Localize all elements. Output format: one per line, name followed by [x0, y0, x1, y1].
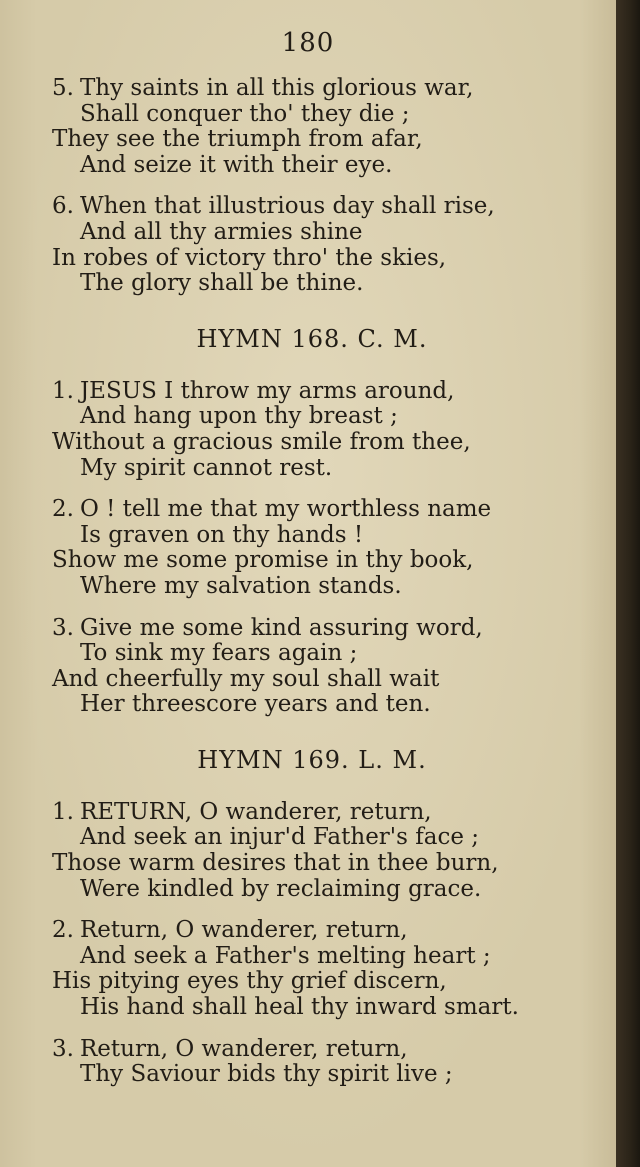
stanza-number: 6. [52, 193, 74, 220]
stanza-number: 1. [52, 377, 74, 404]
verse-text: His pitying eyes thy grief discern, [52, 968, 447, 995]
verse-text: To sink my fears again ; [80, 640, 358, 667]
verse-line [52, 523, 592, 549]
verse-line [52, 194, 592, 220]
verse-text: In robes of victory thro' the skies, [52, 244, 447, 271]
page-content [52, 76, 592, 1104]
verse-text: His hand shall heal thy inward smart. [80, 994, 519, 1021]
stanza-number: 5. [52, 75, 74, 101]
verse-text: Were kindled by reclaiming grace. [80, 875, 482, 902]
verse-line [52, 574, 592, 600]
verse-text: Return, O wanderer, return, [79, 1035, 408, 1062]
hymn-title: HYMN 168. C. M. [196, 324, 428, 353]
stanza-number: 3. [52, 1035, 74, 1062]
verse-line [52, 220, 592, 246]
stanza [52, 76, 592, 178]
verse-text: O ! tell me that my worthless name [79, 496, 492, 523]
stanza [52, 800, 592, 902]
verse-line [52, 969, 592, 995]
verse-line [52, 102, 592, 128]
verse-line [52, 877, 592, 903]
verse-text: And cheerfully my soul shall wait [52, 665, 440, 692]
verse-line [52, 944, 592, 970]
verse-text: Return, O wanderer, return, [79, 917, 408, 944]
verse-text: When that illustrious day shall rise, [79, 193, 495, 220]
stanza [52, 918, 592, 1020]
verse-line [52, 127, 592, 153]
verse-text: Give me some kind assuring word, [79, 614, 483, 641]
stanza [52, 497, 592, 599]
verse-text: RETURN, O wanderer, return, [79, 798, 432, 825]
stanza [52, 1037, 592, 1088]
verse-text: Thy Saviour bids thy spirit live ; [80, 1061, 453, 1088]
stanza [52, 379, 592, 481]
hymn-title: HYMN 169. L. M. [197, 745, 427, 774]
stanza-number: 2. [52, 496, 74, 523]
verse-line [52, 1037, 592, 1063]
verse-text: They see the triumph from afar, [52, 126, 423, 153]
verse-text: Shall conquer tho' they die ; [80, 100, 410, 127]
verse-text: And seize it with their eye. [80, 151, 393, 178]
verse-text: Without a gracious smile from thee, [52, 428, 471, 455]
verse-line [52, 851, 592, 877]
verse-line [52, 379, 592, 405]
verse-text: Her threescore years and ten. [80, 691, 431, 718]
verse-line [52, 76, 592, 102]
verse-line [52, 548, 592, 574]
verse-text: Is graven on thy hands ! [80, 521, 364, 548]
verse-line [52, 271, 592, 297]
verse-line [52, 246, 592, 272]
verse-line [52, 497, 592, 523]
verse-line [52, 918, 592, 944]
stanza-number: 2. [52, 917, 74, 944]
page-number: 180 [281, 28, 335, 58]
verse-text: And hang upon thy breast ; [80, 403, 398, 430]
verse-text: And seek a Father's melting heart ; [80, 942, 491, 969]
verse-line [52, 153, 592, 179]
verse-line [52, 641, 592, 667]
book-edge [616, 0, 640, 1167]
stanza [52, 194, 592, 296]
verse-text: Thy saints in all this glorious war, [79, 75, 474, 101]
verse-text: The glory shall be thine. [80, 270, 364, 297]
verse-line [52, 404, 592, 430]
verse-line [52, 800, 592, 826]
verse-text: JESUS I throw my arms around, [79, 377, 455, 404]
verse-text: Where my salvation stands. [80, 572, 402, 599]
stanza-number: 1. [52, 798, 74, 825]
verse-line [52, 692, 592, 718]
verse-line [52, 995, 592, 1021]
verse-line [52, 1062, 592, 1088]
verse-text: And seek an injur'd Father's face ; [80, 824, 480, 851]
verse-line [52, 616, 592, 642]
verse-text: My spirit cannot rest. [80, 454, 333, 481]
verse-line [52, 456, 592, 482]
verse-line [52, 825, 592, 851]
stanza [52, 616, 592, 718]
verse-text: And all thy armies shine [80, 218, 363, 245]
verse-line [52, 667, 592, 693]
verse-text: Those warm desires that in thee burn, [52, 850, 499, 877]
verse-text: Show me some promise in thy book, [52, 547, 474, 574]
stanza-number: 3. [52, 614, 74, 641]
verse-line [52, 430, 592, 456]
